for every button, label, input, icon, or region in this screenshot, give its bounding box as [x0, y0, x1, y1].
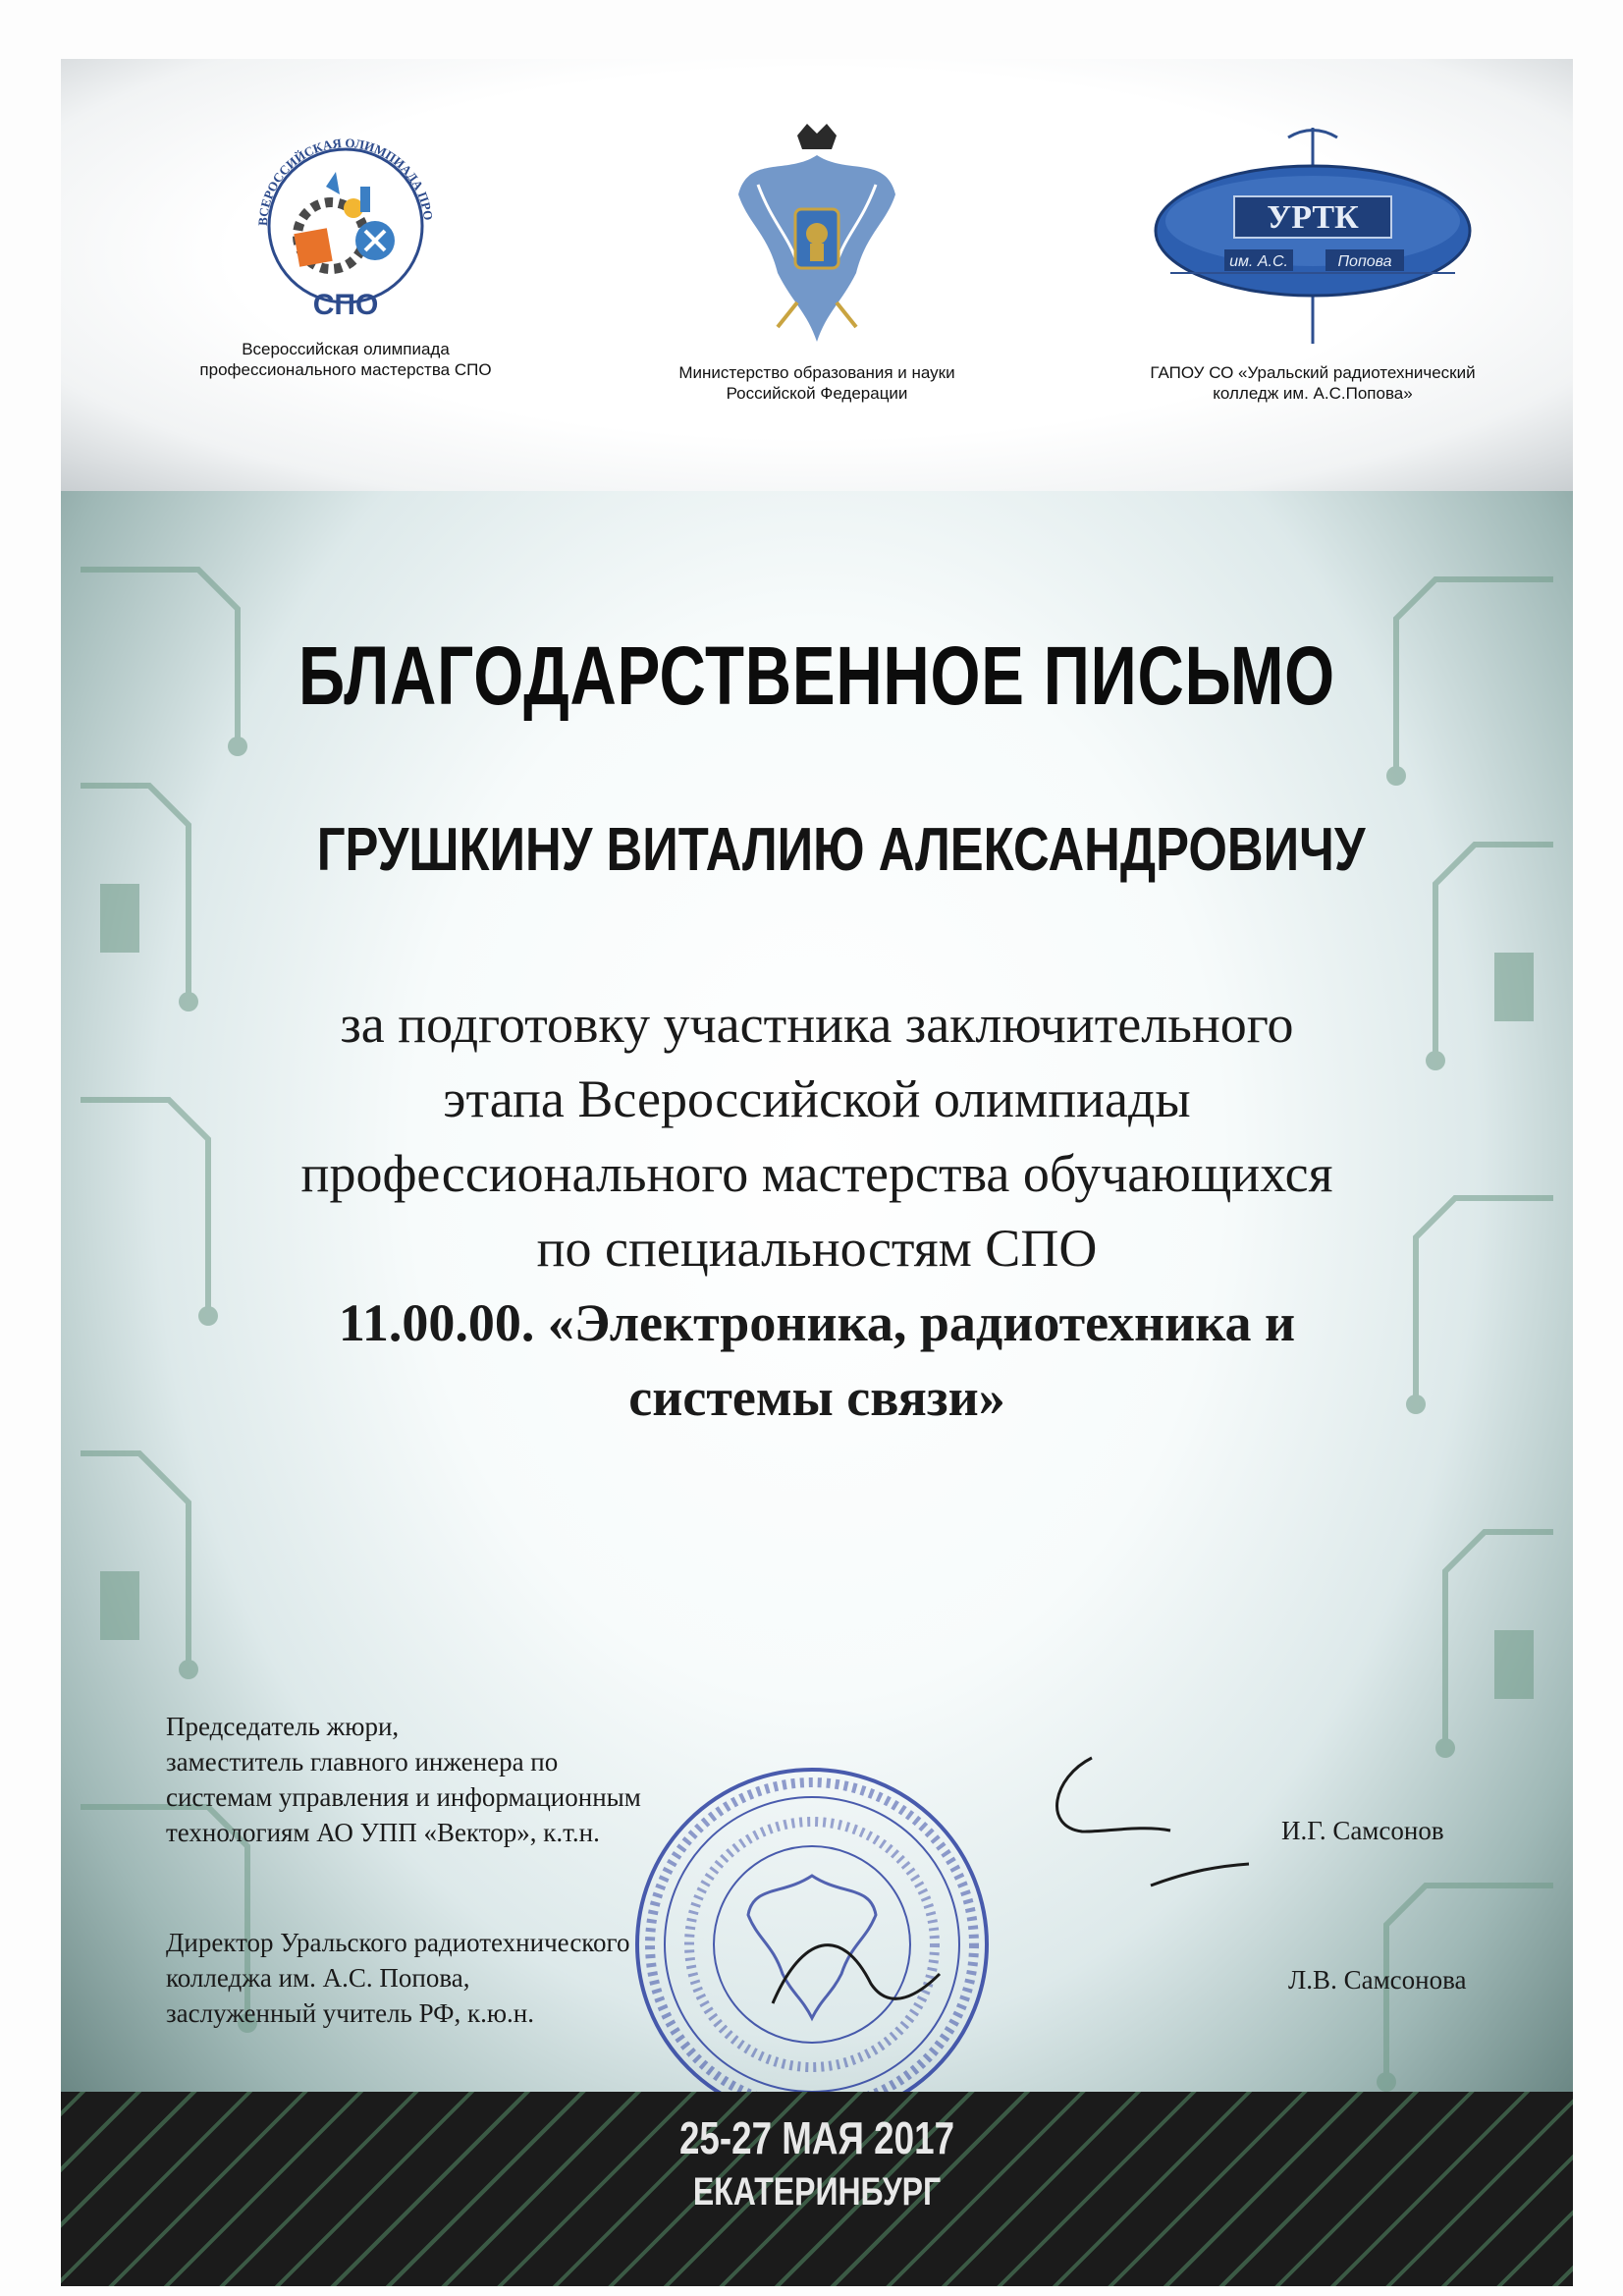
- signature-1-icon: [1023, 1738, 1259, 1895]
- urtk-logo: [1102, 128, 1524, 405]
- official-stamp-icon: [625, 1758, 999, 2131]
- spo-badge: СПО: [312, 289, 379, 321]
- olympiad-gear-emblem-icon: [238, 118, 454, 334]
- olympiad-ring-text: ВСЕРОССИЙСКАЯ ОЛИМПИАДА ПРО: [254, 135, 436, 227]
- ministry-logo: [650, 116, 984, 405]
- letter-content: [61, 491, 1573, 2160]
- header: [61, 59, 1573, 491]
- double-headed-eagle-icon: [719, 116, 915, 352]
- olympiad-logo: [179, 118, 513, 381]
- signer-1-name: И.Г. Самсонов: [1281, 1816, 1444, 1845]
- recipient-name: ГРУШКИНУ ВИТАЛИЮ АЛЕКСАНДРОВИЧУ: [316, 816, 1366, 884]
- specialty-line: 11.00.00. «Электроника, радиотехника и: [338, 1293, 1296, 1352]
- ministry-caption: Министерство образования и науки Российской Федерации: [678, 363, 955, 404]
- certificate-sheet: [61, 59, 1573, 2286]
- letter-title: БЛАГОДАРСТВЕННОЕ ПИСЬМО: [298, 629, 1335, 722]
- letter-body: за подготовку участника заключительного этапа Всероссийской олимпиады профессионального мастерства обучающихся по специальностям СПО 11.00.00. «Электроника, радиотехника и системы связи»: [61, 987, 1573, 1435]
- svg-text:ВСЕРОССИЙСКАЯ ОЛИМПИАДА ПРОФЕС: [238, 118, 436, 226]
- signer-2-name: Л.В. Самсонова: [1288, 1965, 1467, 1995]
- svg-text:им. А.С.: им. А.С.: [1229, 253, 1288, 270]
- event-dates: [61, 2111, 1573, 2214]
- olympiad-caption: Всероссийская олимпиада профессионального мастерства СПО: [199, 340, 492, 380]
- specialty-line: системы связи»: [628, 1368, 1005, 1427]
- urtk-logo-icon: [1151, 128, 1475, 344]
- urtk-caption: ГАПОУ СО «Уральский радиотехнический колледж им. А.С.Попова»: [1150, 363, 1476, 404]
- signer-2-position: Директор Уральского радиотехнического колледжа им. А.С. Попова, заслуженный учитель РФ, к.ю.н.: [166, 1928, 630, 2028]
- urtk-abbr: УРТК: [1267, 199, 1359, 236]
- event-date-range: 25-27 МАЯ 2017: [678, 2112, 955, 2163]
- svg-text:Попова: Попова: [1337, 253, 1392, 270]
- signer-1-position: Председатель жюри, заместитель главного инженера по системам управления и информационным технологиям АО УПП «Вектор», к.т.н.: [166, 1712, 641, 1847]
- event-city: ЕКАТЕРИНБУРГ: [692, 2170, 942, 2214]
